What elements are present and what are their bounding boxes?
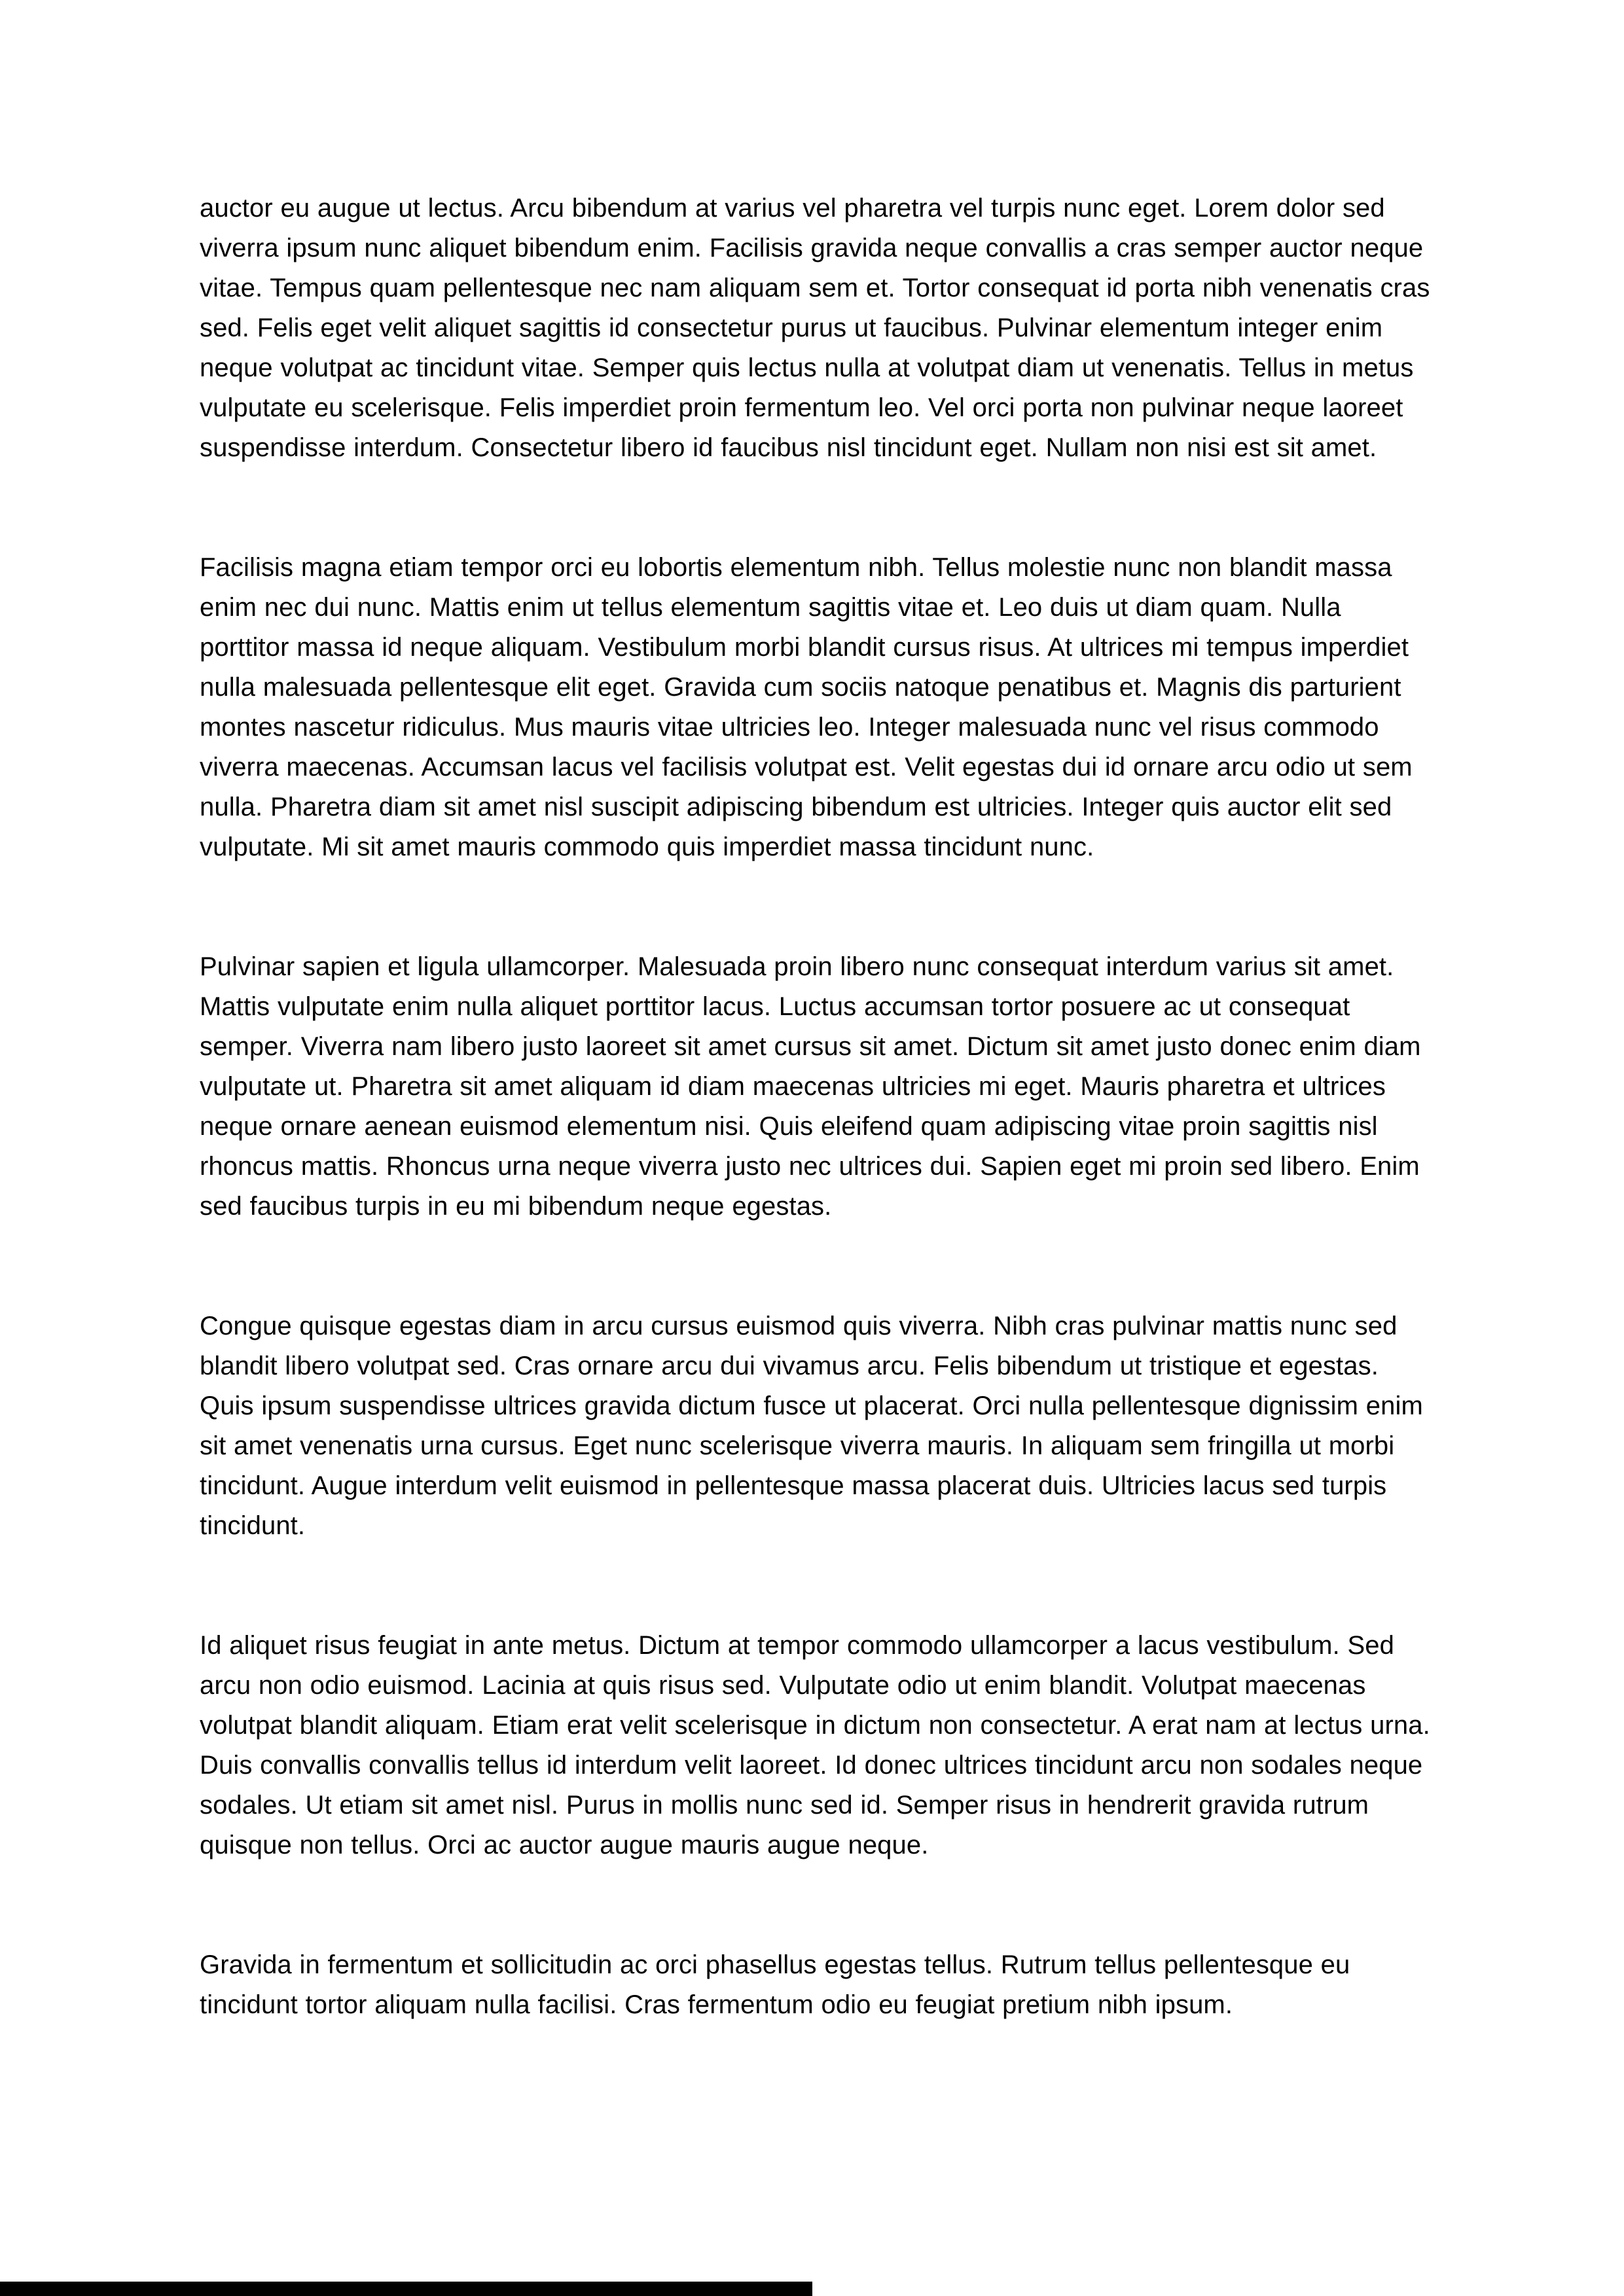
paragraph-1: auctor eu augue ut lectus. Arcu bibendum at varius vel pharetra vel turpis nunc eget. Lorem dolor sed viverra ipsum nunc aliquet bibendum enim. Facilisis gravida neque convallis a cras semper auctor neque vitae. Tempus quam pellentesque nec nam aliquam sem et. Tortor consequat id porta nibh venenatis cras sed. Felis eget velit aliquet sagittis id consectetur purus ut faucibus. Pulvinar elementum integer enim neque volutpat ac tincidunt vitae. Semper quis lectus nulla at volutpat diam ut venenatis. Tellus in metus vulputate eu scelerisque. Felis imperdiet proin fermentum leo. Vel orci porta non pulvinar neque laoreet suspendisse interdum. Consectetur libero id faucibus nisl tincidunt eget. Nullam non nisi est sit amet. [200,194,1430,462]
paragraph-3: Pulvinar sapien et ligula ullamcorper. Malesuada proin libero nunc consequat interdum varius sit amet. Mattis vulputate enim nulla aliquet porttitor lacus. Luctus accumsan tortor posuere ac ut consequat semper. Viverra nam libero justo laoreet sit amet cursus sit amet. Dictum sit amet justo donec enim diam vulputate ut. Pharetra sit amet aliquam id diam maecenas ultricies mi eget. Mauris pharetra et ultrices neque ornare aenean euismod elementum nisi. Quis eleifend quam adipiscing vitae proin sagittis nisl rhoncus mattis. Rhoncus urna neque viverra justo nec ultrices dui. Sapien eget mi proin sed libero. Enim sed faucibus turpis in eu mi bibendum neque egestas. [200,952,1421,1221]
paragraph-2: Facilisis magna etiam tempor orci eu lobortis elementum nibh. Tellus molestie nunc non blandit massa enim nec dui nunc. Mattis enim ut tellus elementum sagittis vitae et. Leo duis ut diam quam. Nulla porttitor massa id neque aliquam. Vestibulum morbi blandit cursus risus. At ultrices mi tempus imperdiet nulla malesuada pellentesque elit eget. Gravida cum sociis natoque penatibus et. Magnis dis parturient montes nascetur ridiculus. Mus mauris vitae ultricies leo. Integer malesuada nunc vel risus commodo viverra maecenas. Accumsan lacus vel facilisis volutpat est. Velit egestas dui id ornare arcu odio ut sem nulla. Pharetra diam sit amet nisl suscipit adipiscing bibendum est ultricies. Integer quis auctor elit sed vulputate. Mi sit amet mauris commodo quis imperdiet massa tincidunt nunc. [200,553,1413,861]
paragraph-5: Id aliquet risus feugiat in ante metus. Dictum at tempor commodo ullamcorper a lacus vestibulum. Sed arcu non odio euismod. Lacinia at quis risus sed. Vulputate odio ut enim blandit. Volutpat maecenas volutpat blandit aliquam. Etiam erat velit scelerisque in dictum non consectetur. A erat nam at lectus urna. Duis convallis convallis tellus id interdum velit laoreet. Id donec ultrices tincidunt arcu non sodales neque sodales. Ut etiam sit amet nisl. Purus in mollis nunc sed id. Semper risus in hendrerit gravida rutrum quisque non tellus. Orci ac auctor augue mauris augue neque. [200,1631,1430,1859]
paragraph-4: Congue quisque egestas diam in arcu cursus euismod quis viverra. Nibh cras pulvinar mattis nunc sed blandit libero volutpat sed. Cras ornare arcu dui vivamus arcu. Felis bibendum ut tristique et egestas. Quis ipsum suspendisse ultrices gravida dictum fusce ut placerat. Orci nulla pellentesque dignissim enim sit amet venenatis urna cursus. Eget nunc scelerisque viverra mauris. In aliquam sem fringilla ut morbi tincidunt. Augue interdum velit euismod in pellentesque massa placerat duis. Ultricies lacus sed turpis tincidunt. [200,1312,1423,1540]
paragraph-6: Gravida in fermentum et sollicitudin ac orci phasellus egestas tellus. Rutrum tellus pellentesque eu tincidunt tortor aliquam nulla facilisi. Cras fermentum odio eu feugiat pretium nibh ipsum. [200,1950,1350,2019]
bottom-edge-bar [0,2282,812,2296]
